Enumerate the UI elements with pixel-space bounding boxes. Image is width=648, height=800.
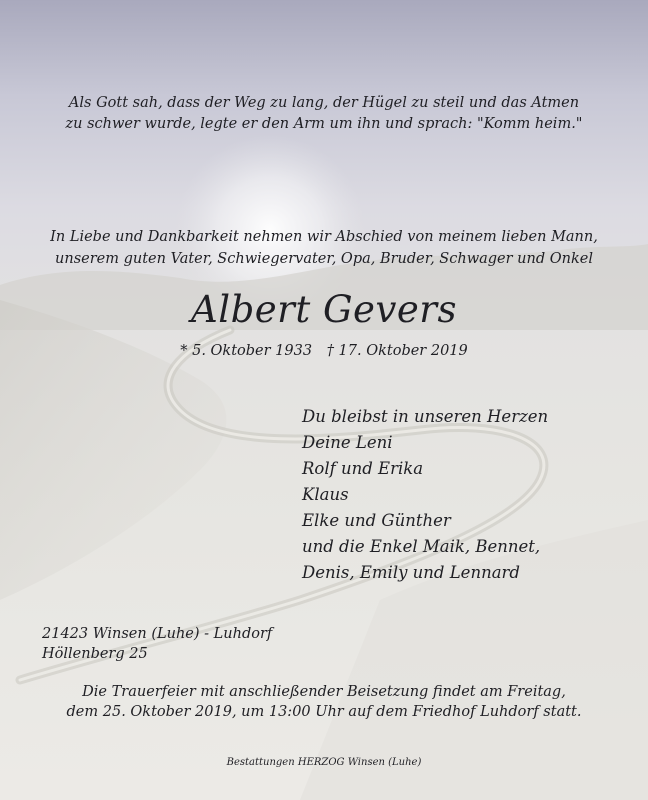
mourners-list	[302, 404, 548, 586]
ceremony-line-2: dem 25. Oktober 2019, um 13:00 Uhr auf dem Friedhof Luhdorf statt.	[66, 704, 582, 720]
life-dates	[0, 341, 648, 361]
quote-line-1: Als Gott sah, dass der Weg zu lang, der Hügel zu steil und das Atmen	[68, 95, 580, 111]
mourner-line: und die Enkel Maik, Bennet,	[302, 537, 541, 556]
quote-line-2: zu schwer wurde, legte er den Arm um ihn und sprach: "Komm heim."	[65, 116, 583, 132]
farewell-intro	[0, 226, 648, 270]
mourner-line: Rolf und Erika	[302, 459, 424, 478]
mourner-line: Elke und Günther	[302, 511, 451, 530]
family-address	[42, 624, 272, 664]
opening-quote	[0, 93, 648, 135]
mourner-line: Denis, Emily und Lennard	[302, 563, 520, 582]
deceased-name: Albert Gevers	[191, 288, 457, 331]
death-date: † 17. Oktober 2019	[326, 343, 468, 359]
mourner-line: Deine Leni	[302, 433, 393, 452]
address-line-2: Höllenberg 25	[42, 646, 148, 662]
intro-line-2: unserem guten Vater, Schwiegervater, Opa, Bruder, Schwager und Onkel	[55, 251, 593, 267]
ceremony-line-1: Die Trauerfeier mit anschließender Beisetzung findet am Freitag,	[82, 684, 566, 700]
undertaker-credit: Bestattungen HERZOG Winsen (Luhe)	[226, 757, 422, 768]
funeral-notice	[0, 682, 648, 722]
mourner-line: Du bleibst in unseren Herzen	[302, 407, 549, 426]
birth-date: * 5. Oktober 1933	[180, 343, 313, 359]
intro-line-1: In Liebe und Dankbarkeit nehmen wir Abschied von meinem lieben Mann,	[50, 229, 598, 245]
address-line-1: 21423 Winsen (Luhe) - Luhdorf	[42, 626, 273, 642]
mourner-line: Klaus	[302, 485, 349, 504]
